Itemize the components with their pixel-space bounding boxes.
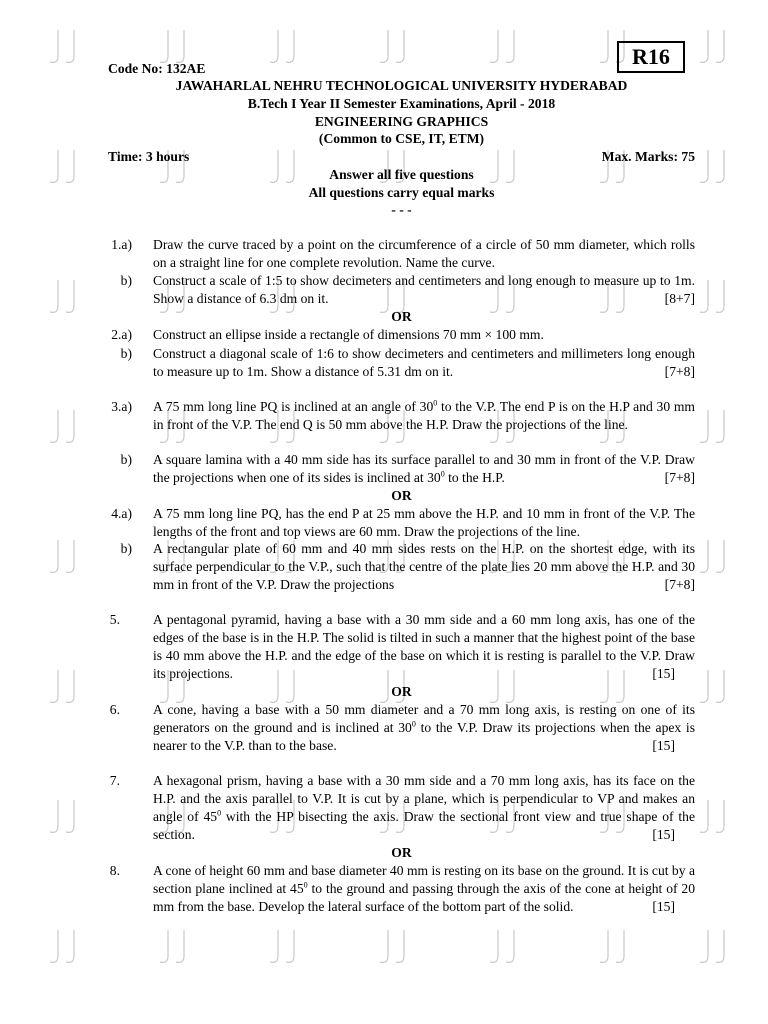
question-text: to the H.P. bbox=[444, 470, 505, 485]
watermark-glyph bbox=[50, 280, 58, 312]
watermark-glyph bbox=[50, 930, 58, 962]
question-marks: [15] bbox=[652, 738, 675, 753]
question-number: b) bbox=[120, 346, 132, 361]
watermark-glyph bbox=[700, 930, 708, 962]
question-8 bbox=[153, 862, 695, 916]
question-number: b) bbox=[120, 273, 132, 288]
question-text: Construct an ellipse inside a rectangle of dimensions 70 mm × 100 mm. bbox=[153, 327, 544, 342]
watermark-glyph bbox=[506, 930, 514, 962]
code-number: Code No: 132AE bbox=[108, 61, 206, 76]
question-text: A 75 mm long line PQ, has the end P at 25 mm above the H.P. and 10 mm in front of the V.P. The lengths of the front and top views are 60 mm. Draw the projections of the line. bbox=[153, 506, 695, 539]
degree-superscript: 0 bbox=[303, 880, 308, 890]
watermark-glyph bbox=[176, 30, 184, 62]
watermark-glyph bbox=[700, 540, 708, 572]
watermark-glyph bbox=[716, 30, 724, 62]
question-text: A pentagonal pyramid, having a base with a 30 mm side and a 60 mm long axis, has one of the edges of the base is in the H.P. The solid is tilted in such a manner that the highest point of the base is 40 mm above the H.P. and the edge of the base on which it is resting is parallel to the V.P. Draw its projections. bbox=[153, 612, 695, 681]
watermark-glyph bbox=[66, 930, 74, 962]
time-allowed: Time: 3 hours bbox=[108, 149, 190, 164]
question-text: Construct a scale of 1:5 to show decimeters and centimeters and long enough to measure up to 1m. Show a distance of 6.3 dm on it. bbox=[153, 273, 695, 306]
degree-superscript: 0 bbox=[217, 808, 222, 818]
watermark-glyph bbox=[66, 30, 74, 62]
exam-title: B.Tech I Year II Semester Examinations, April - 2018 bbox=[247, 96, 556, 111]
watermark-glyph bbox=[716, 410, 724, 442]
watermark-glyph bbox=[160, 30, 168, 62]
or-divider: OR bbox=[391, 309, 412, 324]
question-text: A cone of height 60 mm and base diameter 40 mm is resting on its base on the ground. It is cut by a section plane inclined at 45 bbox=[153, 863, 695, 896]
question-2b bbox=[153, 345, 695, 381]
question-7 bbox=[153, 772, 695, 844]
common-to: (Common to CSE, IT, ETM) bbox=[318, 131, 485, 146]
watermark-glyph bbox=[396, 930, 404, 962]
watermark-glyph bbox=[50, 670, 58, 702]
question-marks: [15] bbox=[652, 827, 675, 842]
instruction-answer-all: Answer all five questions bbox=[329, 167, 474, 182]
watermark-glyph bbox=[616, 930, 624, 962]
watermark-glyph bbox=[66, 800, 74, 832]
question-text: A 75 mm long line PQ is inclined at an angle of 30 bbox=[153, 399, 434, 414]
watermark-glyph bbox=[50, 800, 58, 832]
question-1a bbox=[153, 236, 695, 272]
question-text: with the HP bisecting the axis. Draw the sectional front view and true shape of the section. bbox=[153, 809, 695, 842]
watermark-glyph bbox=[700, 150, 708, 182]
watermark-glyph bbox=[716, 930, 724, 962]
university-name: JAWAHARLAL NEHRU TECHNOLOGICAL UNIVERSITY HYDERABAD bbox=[175, 78, 628, 93]
watermark-glyph bbox=[66, 280, 74, 312]
watermark-glyph bbox=[700, 800, 708, 832]
watermark-glyph bbox=[716, 540, 724, 572]
watermark-glyph bbox=[700, 30, 708, 62]
question-number: b) bbox=[120, 452, 132, 467]
question-text: to the V.P. The end P is on the H.P and 30 mm in front of the V.P. The end Q is 50 mm above the H.P. Draw the projections of the line. bbox=[153, 399, 695, 432]
question-marks: [7+8] bbox=[664, 577, 695, 592]
regulation-badge: R16 bbox=[617, 41, 685, 73]
instruction-equal-marks: All questions carry equal marks bbox=[308, 185, 495, 200]
watermark-glyph bbox=[396, 30, 404, 62]
watermark-glyph bbox=[716, 280, 724, 312]
watermark-glyph bbox=[490, 30, 498, 62]
question-number: 4.a) bbox=[111, 506, 132, 521]
question-5 bbox=[153, 611, 695, 683]
question-6 bbox=[153, 701, 695, 755]
watermark-glyph bbox=[716, 670, 724, 702]
question-marks: [7+8] bbox=[664, 470, 695, 485]
question-marks: [7+8] bbox=[664, 364, 695, 379]
degree-superscript: 0 bbox=[433, 398, 438, 408]
watermark-glyph bbox=[700, 280, 708, 312]
watermark-glyph bbox=[380, 930, 388, 962]
question-number: 6. bbox=[109, 702, 120, 717]
question-number: 5. bbox=[109, 612, 120, 627]
watermark-glyph bbox=[700, 410, 708, 442]
question-marks: [15] bbox=[652, 899, 675, 914]
or-divider: OR bbox=[391, 488, 412, 503]
question-2a bbox=[153, 326, 695, 344]
watermark-glyph bbox=[50, 410, 58, 442]
question-3b bbox=[153, 451, 695, 487]
question-text: A square lamina with a 40 mm side has its surface parallel to and 30 mm in front of the V.P. Draw the projections when one of its sides is inclined at 30 bbox=[153, 452, 695, 485]
watermark-glyph bbox=[66, 150, 74, 182]
question-number: 3.a) bbox=[111, 399, 132, 414]
question-text: A hexagonal prism, having a base with a 30 mm side and a 70 mm long axis, has its face on the H.P. and the axis parallel to V.P. It is cut by a plane, which is perpendicular to VP and makes an angle of 45 bbox=[153, 773, 695, 824]
watermark-glyph bbox=[506, 30, 514, 62]
watermark-glyph bbox=[270, 930, 278, 962]
watermark-glyph bbox=[50, 540, 58, 572]
watermark-glyph bbox=[50, 150, 58, 182]
or-divider: OR bbox=[391, 684, 412, 699]
question-1b bbox=[153, 272, 695, 308]
or-divider: OR bbox=[391, 845, 412, 860]
question-text: A rectangular plate of 60 mm and 40 mm sides rests on the H.P. on the shortest edge, with its surface perpendicular to the V.P., such that the centre of the plate lies 20 mm above the H.P. and 30 mm in front of the V.P. Draw the projections bbox=[153, 541, 695, 592]
watermark-glyph bbox=[600, 930, 608, 962]
watermark-glyph bbox=[380, 30, 388, 62]
question-number: b) bbox=[120, 541, 132, 556]
watermark-glyph bbox=[66, 670, 74, 702]
question-number: 1.a) bbox=[111, 237, 132, 252]
max-marks: Max. Marks: 75 bbox=[601, 149, 695, 164]
watermark-glyph bbox=[66, 410, 74, 442]
degree-superscript: 0 bbox=[411, 719, 416, 729]
watermark-glyph bbox=[600, 30, 608, 62]
watermark-glyph bbox=[50, 30, 58, 62]
question-text: A cone, having a base with a 50 mm diameter and a 70 mm long axis, is resting on one of its generators on the ground and is inclined at 30 bbox=[153, 702, 695, 735]
question-number: 7. bbox=[109, 773, 120, 788]
watermark-glyph bbox=[716, 800, 724, 832]
header-separator: - - - bbox=[391, 202, 412, 217]
watermark-glyph bbox=[270, 30, 278, 62]
watermark-glyph bbox=[66, 540, 74, 572]
watermark-glyph bbox=[176, 930, 184, 962]
question-text: to the V.P. Draw its projections when the apex is nearer to the V.P. than to the base. bbox=[153, 720, 695, 753]
question-text: Construct a diagonal scale of 1:6 to show decimeters and centimeters and millimeters long enough to measure up to 1m. Show a distance of 5.31 dm on it. bbox=[153, 346, 695, 379]
question-marks: [15] bbox=[652, 666, 675, 681]
watermark-glyph bbox=[490, 930, 498, 962]
watermark-glyph bbox=[700, 670, 708, 702]
question-3a bbox=[153, 398, 695, 434]
watermark-glyph bbox=[286, 30, 294, 62]
watermark-glyph bbox=[160, 930, 168, 962]
watermark-glyph bbox=[716, 150, 724, 182]
question-4b bbox=[153, 540, 695, 594]
watermark-glyph bbox=[286, 930, 294, 962]
question-number: 2.a) bbox=[111, 327, 132, 342]
degree-superscript: 0 bbox=[440, 469, 445, 479]
question-text: to the ground and passing through the axis of the cone at height of 20 mm from the base. Develop the lateral surface of the bottom part of the solid. bbox=[153, 881, 696, 914]
subject-title: ENGINEERING GRAPHICS bbox=[314, 114, 489, 129]
question-4a bbox=[153, 505, 695, 541]
question-text: Draw the curve traced by a point on the circumference of a circle of 50 mm diameter, which rolls on a straight line for one complete revolution. Name the curve. bbox=[153, 237, 695, 270]
question-marks: [8+7] bbox=[664, 291, 695, 306]
question-number: 8. bbox=[109, 863, 120, 878]
